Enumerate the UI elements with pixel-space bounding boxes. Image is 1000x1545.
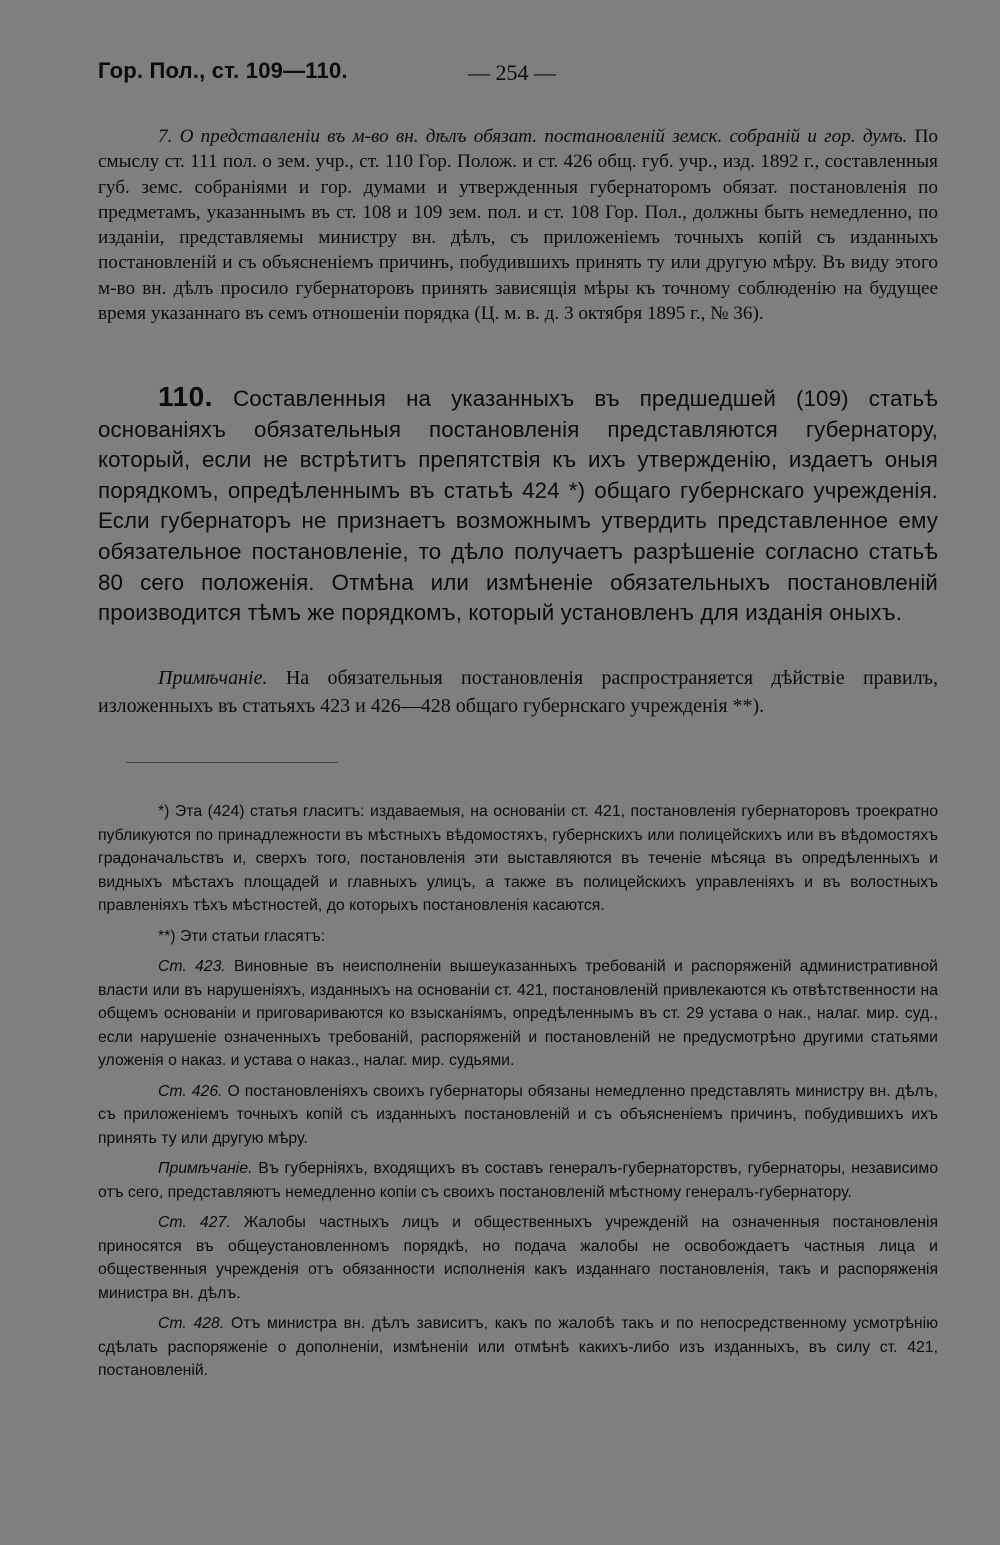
article-423-text: Виновные въ неисполненіи вышеуказанныхъ требованій и распоряженій административной власти или въ нарушеніяхъ, изданныхъ на основаніи ст. 421, постановленій привлекаются къ отвѣтственности на общемъ основаніи и приговариваются ко взысканіямъ, опредѣленнымъ въ ст. 29 устава о нак., налаг. мир. суд., если нарушеніе означенныхъ требованій, распоряженій и постановленій не предусмотрѣно другими статьями уложенія о наказ. и устава о наказ., налаг. мир. судьями. (98, 958, 938, 1069)
article-428-label: Ст. 428. (158, 1315, 225, 1332)
article-423-label: Ст. 423. (158, 958, 226, 975)
footnote-note-label: Примѣчаніе. (158, 1160, 253, 1177)
footnote-article-428 (98, 1312, 938, 1383)
running-head: Гор. Пол., ст. 109—110. (98, 58, 348, 83)
footnote-article-423 (98, 955, 938, 1073)
page-header (98, 58, 938, 94)
article-426-text: О постановленіяхъ своихъ губернаторы обязаны немедленно представлять министру вн. дѣлъ, съ приложеніемъ точныхъ копій съ изданныхъ постановленій и съ объясненіемъ причинъ, побудившихъ ихъ принять ту или другую мѣру. (98, 1082, 938, 1147)
footnote-article-427 (98, 1211, 938, 1305)
footnote-note-text: Въ губерніяхъ, входящихъ въ составъ генералъ-губернаторствъ, губернаторы, независимо отъ сего, представляютъ немедленно копіи съ своихъ постановленій мѣстному генералъ-губернатору. (98, 1160, 938, 1201)
section-7-paragraph (98, 124, 938, 326)
article-427-label: Ст. 427. (158, 1214, 231, 1231)
article-text: Составленныя на указанныхъ въ предшедшей (109) статьѣ основаніяхъ обязательныя постановленія представляются губернатору, который, если не встрѣтитъ препятствія къ ихъ утвержденію, издаетъ оныя порядкомъ, опредѣленнымъ въ статьѣ 424 *) общаго губернскаго учрежденія. Если губернаторъ не признаетъ возможнымъ утвердить представленное ему обязательное постановленіе, то дѣло получаетъ разрѣшеніе согласно статьѣ 80 сего положенія. Отмѣна или измѣненіе обязательныхъ постановленій производится тѣмъ же порядкомъ, который установленъ для изданія оныхъ. (98, 386, 938, 626)
footnote-article-426 (98, 1080, 938, 1151)
section-7-label: 7. О представленіи въ м-во вн. дѣлъ обязат. постановленій земск. собраній и гор. думъ. (158, 126, 908, 147)
footnote-divider (126, 762, 338, 763)
footnote-star: *) Эта (424) статья гласитъ: издаваемыя, на основаніи ст. 421, постановленія губернаторовъ троекратно публикуются по принадлежности въ мѣстныхъ вѣдомостяхъ, губернскихъ или полицейскихъ или въ вѣдомостяхъ градоначальствъ и, сверхъ того, постановленія эти выставляются въ теченіе мѣсяца въ опредѣленныхъ и видныхъ мѣстахъ площадей и главныхъ улицъ, а также въ полицейскихъ управленіяхъ и въ волостныхъ правленіяхъ тѣхъ мѣстностей, до которыхъ постановленія касаются. (98, 803, 938, 914)
article-number: 110. (158, 381, 213, 412)
article-110 (98, 382, 938, 629)
page-number: — 254 — (468, 60, 556, 85)
article-428-text: Отъ министра вн. дѣлъ зависитъ, какъ по жалобѣ такъ и по непосредственному усмотрѣнію сдѣлать распоряженіе о дополненіи, измѣненіи или отмѣнѣ какихъ-либо изъ изданныхъ, въ силу ст. 421, постановленій. (98, 1315, 939, 1379)
footnote-double-star: **) Эти статьи гласятъ: (158, 927, 326, 945)
article-427-text: Жалобы частныхъ лицъ и общественныхъ учрежденій на означенныя постановленія приносятся въ общеустановленномъ порядкѣ, но подача жалобы не освобождаетъ частныя лица и общественныя учрежденія отъ обязанности исполненія какъ изданнаго постановленія, такъ и распоряженія министра вн. дѣлъ. (98, 1214, 939, 1302)
article-note (98, 664, 938, 720)
footnote-note (98, 1157, 938, 1204)
section-7-text: По смыслу ст. 111 пол. о зем. учр., ст. 110 Гор. Полож. и ст. 426 общ. губ. учр., изд. 1892 г., составленныя губ. земс. собраніями и гор. думами и утвержденныя губернаторомъ обязат. постановленія по предметамъ, указаннымъ въ ст. 108 и 109 зем. пол. и ст. 108 Гор. Пол., должны быть немедленно, по изданіи, представляемы министру вн. дѣлъ, съ приложеніемъ точныхъ копій съ изданныхъ постановленій и съ объясненіемъ причинъ, побудившихъ принять ту или другую мѣру. Въ виду этого м-во вн. дѣлъ просило губернаторовъ принять зависящія мѣры къ точному соблюденію на будущее время указаннаго въ семъ отношеніи порядка (Ц. м. в. д. 3 октября 1895 г., № 36). (98, 126, 939, 325)
article-note-text: На обязательныя постановленія распространяется дѣйствіе правилъ, изложенныхъ въ статьяхъ 423 и 426—428 общаго губернскаго учрежденія **). (98, 667, 939, 717)
section-7 (98, 124, 938, 326)
article-426-label: Ст. 426. (158, 1082, 223, 1100)
footnotes (98, 800, 938, 1390)
article-note-label: Примѣчаніе. (158, 667, 268, 689)
